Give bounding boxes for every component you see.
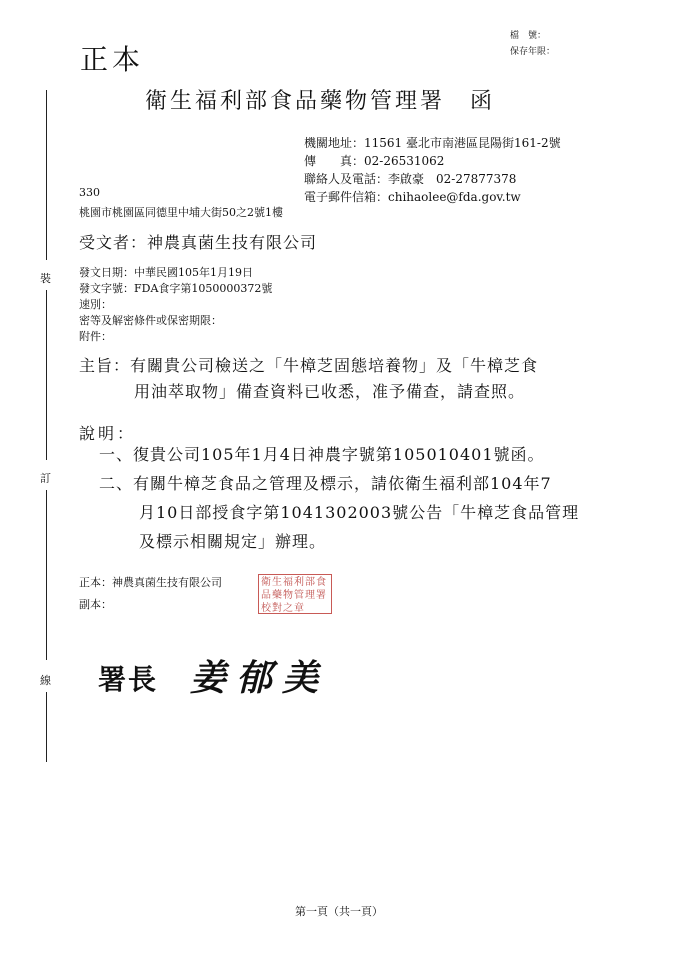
binding-line [40,90,54,770]
doc-number: 發文字號：FDA食字第1050000372號 [79,282,273,295]
signatory-title: 署長 [98,663,159,696]
subject-line-1: 主旨：有關貴公司檢送之「牛樟芝固態培養物」及「牛樟芝食 [79,356,539,375]
binding-segment [46,290,47,460]
doc-no-label: 檔 號： [510,31,547,41]
binding-segment [46,490,47,660]
agency-info [304,134,561,206]
retention-label: 保存年限： [510,47,556,57]
recipient-postal-code: 330 [79,186,100,199]
doc-number-block [510,28,555,60]
proofreading-seal: 衛生福利部食品藥物管理署校對之章 [258,574,332,614]
agency-contact: 聯絡人及電話：李啟豪 02-27877378 [304,172,517,186]
explanation-items [99,440,579,556]
speed-class: 速別： [79,298,112,311]
distribution [79,572,222,616]
document-title: 衛生福利部食品藥物管理署 函 [145,89,496,114]
binding-segment [46,692,47,762]
meta-block [79,265,272,345]
recipient: 受文者：神農真菌生技有限公司 [79,233,318,252]
secrecy-level: 密等及解密條件或保密期限： [79,314,222,327]
binding-char-1: 裝 [40,272,51,285]
subject-line-2: 用油萃取物」備查資料已收悉，准予備查，請查照。 [134,382,526,401]
signatory-name: 姜郁美 [190,657,329,699]
copy-label: 正本 [80,43,145,76]
binding-segment [46,90,47,260]
explanation-heading: 說明： [79,424,137,443]
agency-address: 機關地址：11561 臺北市南港區昆陽街161-2號 [304,136,561,150]
page-number: 第一頁（共一頁） [295,905,383,918]
original-recipient: 正本：神農真菌生技有限公司 [79,576,222,589]
attachments: 附件： [79,330,112,343]
explanation-item-2-line-1: 二、有關牛樟芝食品之管理及標示，請依衛生福利部104年7 [99,474,552,493]
binding-char-3: 線 [40,674,51,687]
explanation-item-2-line-3: 及標示相關規定」辦理。 [139,532,327,551]
subject [79,353,538,405]
copy-recipient: 副本： [79,598,112,611]
issue-date: 發文日期：中華民國105年1月19日 [79,266,253,279]
agency-fax: 傳 真：02-26531062 [304,154,445,168]
explanation-item-2-line-2: 月10日部授食字第1041302003號公告「牛樟芝食品管理 [139,503,580,522]
explanation-item-1: 一、復貴公司105年1月4日神農字號第105010401號函。 [99,445,545,464]
agency-email: 電子郵件信箱：chihaolee@fda.gov.tw [304,190,521,204]
binding-char-2: 訂 [40,472,51,485]
recipient-address: 桃園市桃園區同德里中埔大街50之2號1樓 [79,206,283,219]
